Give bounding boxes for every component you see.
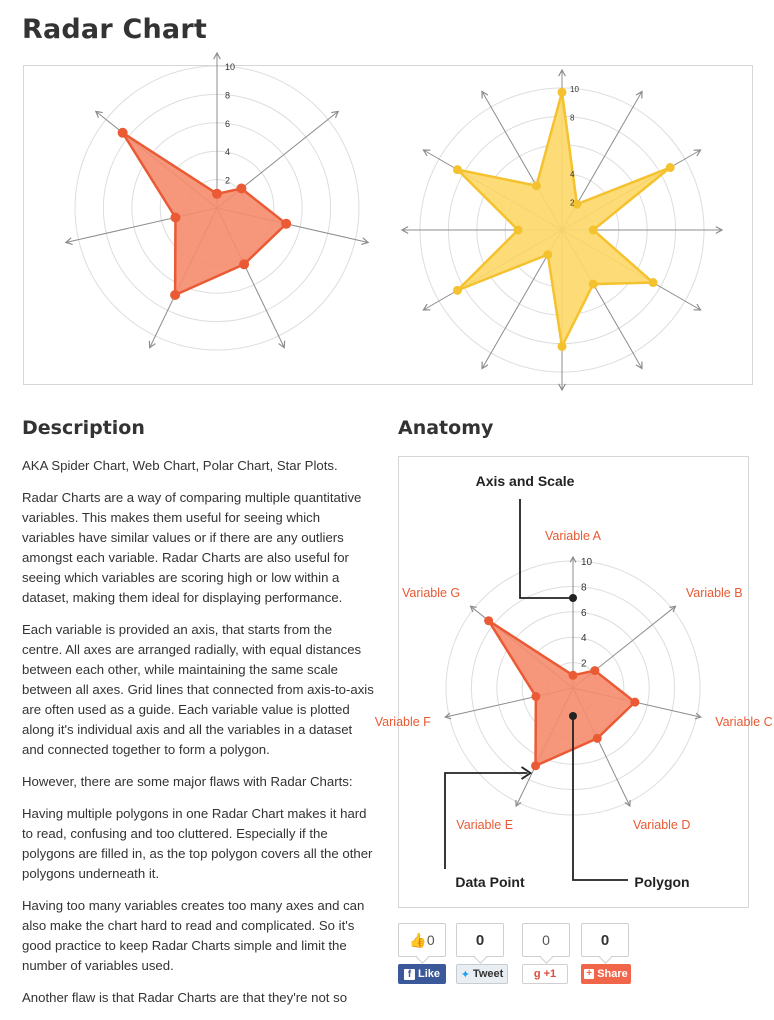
variable-label: Variable F	[374, 714, 431, 729]
data-point	[281, 219, 291, 229]
tweet-button[interactable]	[456, 964, 508, 984]
data-point	[170, 290, 180, 300]
description-paragraph: AKA Spider Chart, Web Chart, Polar Chart, Star Plots.	[22, 458, 338, 473]
data-point	[118, 128, 128, 138]
data-polygon	[123, 133, 287, 295]
description-paragraph: Radar Charts are a way of comparing multiple quantitative variables. This makes them useful for seeing which variables have similar values or if there are any outliers amongst each variable. Radar Charts are also useful for seeing which variables are scoring high or low within a dataset, making them ideal for displaying performance.	[22, 490, 362, 605]
tick-label: 6	[581, 607, 587, 619]
share-label: Share	[597, 968, 628, 980]
data-point	[589, 226, 598, 235]
annotation-label: Axis and Scale	[475, 473, 575, 489]
facebook-icon: f	[404, 969, 415, 980]
tick-label: 8	[581, 582, 587, 594]
data-polygon	[457, 92, 670, 346]
data-point	[569, 671, 578, 680]
data-point	[666, 163, 675, 172]
data-point	[531, 761, 540, 770]
share-button[interactable]	[581, 964, 631, 984]
variable-label: Variable G	[402, 586, 461, 601]
facebook-like-button[interactable]	[398, 964, 446, 984]
anatomy-svg	[374, 457, 773, 909]
description-paragraph: Each variable is provided an axis, that starts from the centre. All axes are arranged radially, with equal distances between each other, while maintaining the same scale between all axes. Grid lines that connected from axis-to-axis are often used as a guide. Each variable value is plotted along it's individual axis and all the variables in a dataset and connected together to form a polygon.	[22, 622, 374, 757]
tweet-count: 0	[456, 923, 504, 957]
tick-label: 8	[570, 113, 575, 123]
anatomy-panel	[374, 456, 773, 908]
share-bar	[398, 923, 638, 987]
polygon-callout-dot	[569, 712, 577, 720]
google-plus-icon: g	[533, 968, 541, 980]
tick-label: 2	[570, 198, 575, 208]
description-paragraph: However, there are some major flaws with Radar Charts:	[22, 774, 353, 789]
tick-label: 6	[225, 118, 231, 129]
data-point	[590, 666, 599, 675]
data-polygon	[489, 621, 635, 766]
annotation-label: Data Point	[455, 874, 525, 890]
tick-label: 10	[570, 85, 579, 94]
data-point	[589, 280, 598, 289]
tick-label: 4	[581, 633, 587, 645]
description-paragraph: Another flaw is that Radar Charts are that they're not so	[22, 990, 348, 1005]
data-point	[558, 88, 567, 97]
google-plus-button[interactable]	[522, 964, 568, 984]
axis-callout-line	[520, 499, 573, 598]
data-point	[543, 250, 552, 259]
data-point	[212, 189, 222, 199]
tick-label: 10	[225, 62, 236, 72]
tick-label: 4	[570, 170, 575, 180]
tick-label: 10	[581, 557, 593, 568]
tick-label: 4	[225, 147, 231, 158]
data-point	[513, 226, 522, 235]
tweet-label: Tweet	[472, 968, 504, 980]
data-point	[558, 342, 567, 351]
variable-label: Variable A	[544, 529, 602, 543]
annotation-label: Polygon	[634, 874, 690, 890]
data-point	[239, 259, 249, 269]
data-point	[532, 181, 541, 190]
tick-label: 2	[581, 658, 587, 670]
data-point	[649, 278, 658, 287]
tick-label: 2	[225, 175, 231, 186]
thumbs-up-icon: 👍	[409, 931, 427, 948]
share-count: 0	[581, 923, 629, 957]
data-point	[630, 698, 639, 707]
gplus-label: +1	[543, 968, 557, 980]
example-charts-panel	[23, 62, 753, 385]
axis-callout-dot	[569, 594, 577, 602]
data-point	[453, 286, 462, 295]
description-paragraph: Having too many variables creates too many axes and can also make the chart hard to read and complicated. So it's good practice to keep Radar Charts simple and limit the number of variables used.	[22, 898, 365, 973]
gplus-count: 0	[522, 923, 570, 957]
data-point	[531, 692, 540, 701]
like-count: 👍 0	[398, 923, 446, 957]
data-point	[593, 734, 602, 743]
twitter-bird-icon: ✦	[460, 968, 470, 981]
like-label: Like	[417, 968, 440, 980]
radar-chart-twelve-axis	[402, 70, 722, 390]
data-point	[236, 184, 246, 194]
description-paragraph: Having multiple polygons in one Radar Chart makes it hard to read, confusing and too cluttered. Especially if the polygons are filled in, as the top polygon covers all the other polygons underneath it.	[22, 806, 373, 881]
share-plus-icon: +	[584, 969, 594, 979]
description-heading: Description	[22, 417, 145, 439]
description-text	[22, 456, 374, 1020]
page-title: Radar Chart	[22, 14, 207, 45]
example-charts-svg	[24, 62, 754, 386]
tick-label: 8	[225, 90, 231, 101]
data-point	[484, 616, 493, 625]
variable-label: Variable D	[632, 817, 691, 832]
variable-label: Variable E	[456, 817, 514, 832]
radar-chart-seven-axis	[66, 53, 368, 350]
variable-label: Variable B	[685, 586, 743, 601]
data-point	[170, 212, 180, 222]
data-point	[453, 165, 462, 174]
variable-label: Variable C	[715, 714, 773, 729]
anatomy-heading: Anatomy	[398, 417, 494, 439]
